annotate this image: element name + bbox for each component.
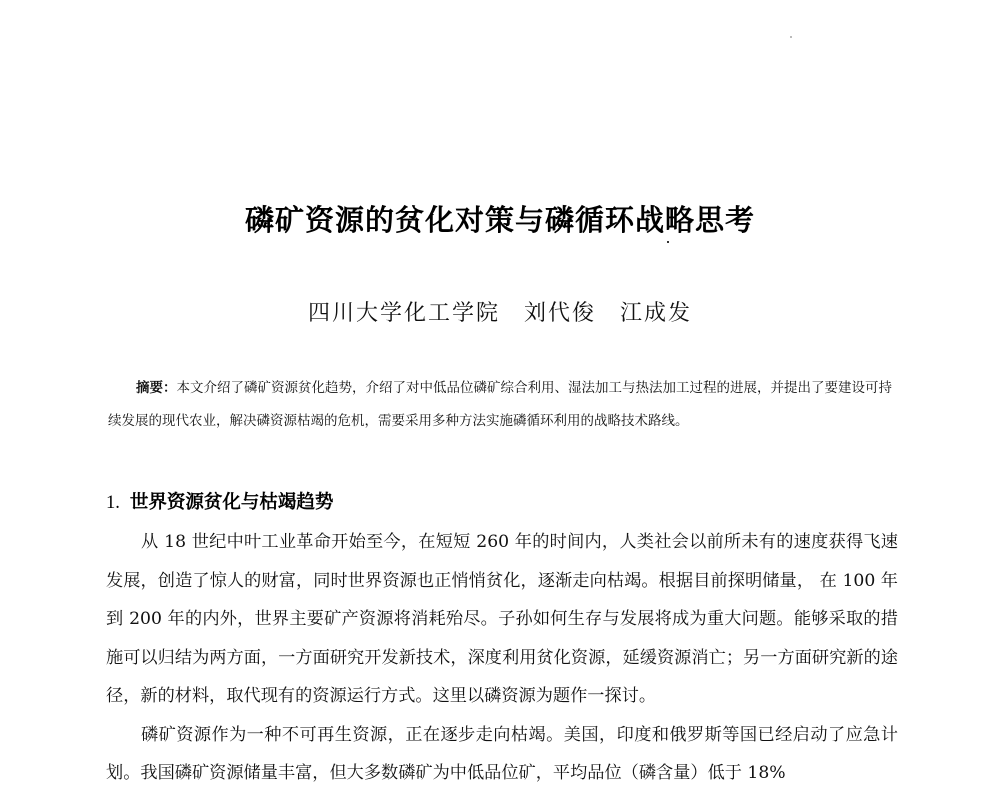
author-name: 刘代俊: [523, 301, 596, 326]
scan-speck: [790, 36, 792, 38]
paragraph: 磷矿资源作为一种不可再生资源，正在逐步走向枯竭。美国，印度和俄罗斯等国已经启动了应急计划。我国磷矿资源储量丰富，但大多数磷矿为中低品位矿，平均品位（磷含量）低于 18%: [106, 724, 898, 783]
paper-title: 磷矿资源的贫化对策与磷循环战略思考: [244, 203, 755, 237]
abstract-label: 摘要：: [136, 380, 177, 396]
abstract-text: 本文介绍了磷矿资源贫化趋势，介绍了对中低品位磷矿综合利用、湿法加工与热法加工过程的进展，并提出了要建设可持续发展的现代农业，解决磷资源枯竭的危机，需要采用多种方法实施磷循环利用的战略技术路线。: [108, 380, 892, 429]
section-body: [106, 523, 898, 793]
paragraph: 从 18 世纪中叶工业革命开始至今，在短短 260 年的时间内，人类社会以前所未有的速度获得飞速发展，创造了惊人的财富，同时世界资源也正悄悄贫化，逐渐走向枯竭。根据目前探明储量， 在 100 年到 200 年的内外，世界主要矿产资源将消耗殆尽。子孙如何生存与发展将成为重大问题。能够采取的措施可以归结为两方面，一方面研究开发新技术，深度利用贫化资源，延缓资源消亡；另一方面研究新的途径，新的材料，取代现有的资源运行方式。这里以磷资源为题作一探讨。: [106, 532, 898, 706]
author-name: 江成发: [620, 301, 693, 326]
affiliation: 四川大学化工学院: [307, 301, 500, 326]
section-heading: [106, 488, 333, 514]
abstract: [108, 372, 898, 438]
scan-speck: [667, 241, 669, 243]
author-line: [0, 296, 1000, 327]
section-title: 世界资源贫化与枯竭趋势: [129, 492, 334, 513]
section-number: 1.: [106, 493, 120, 513]
